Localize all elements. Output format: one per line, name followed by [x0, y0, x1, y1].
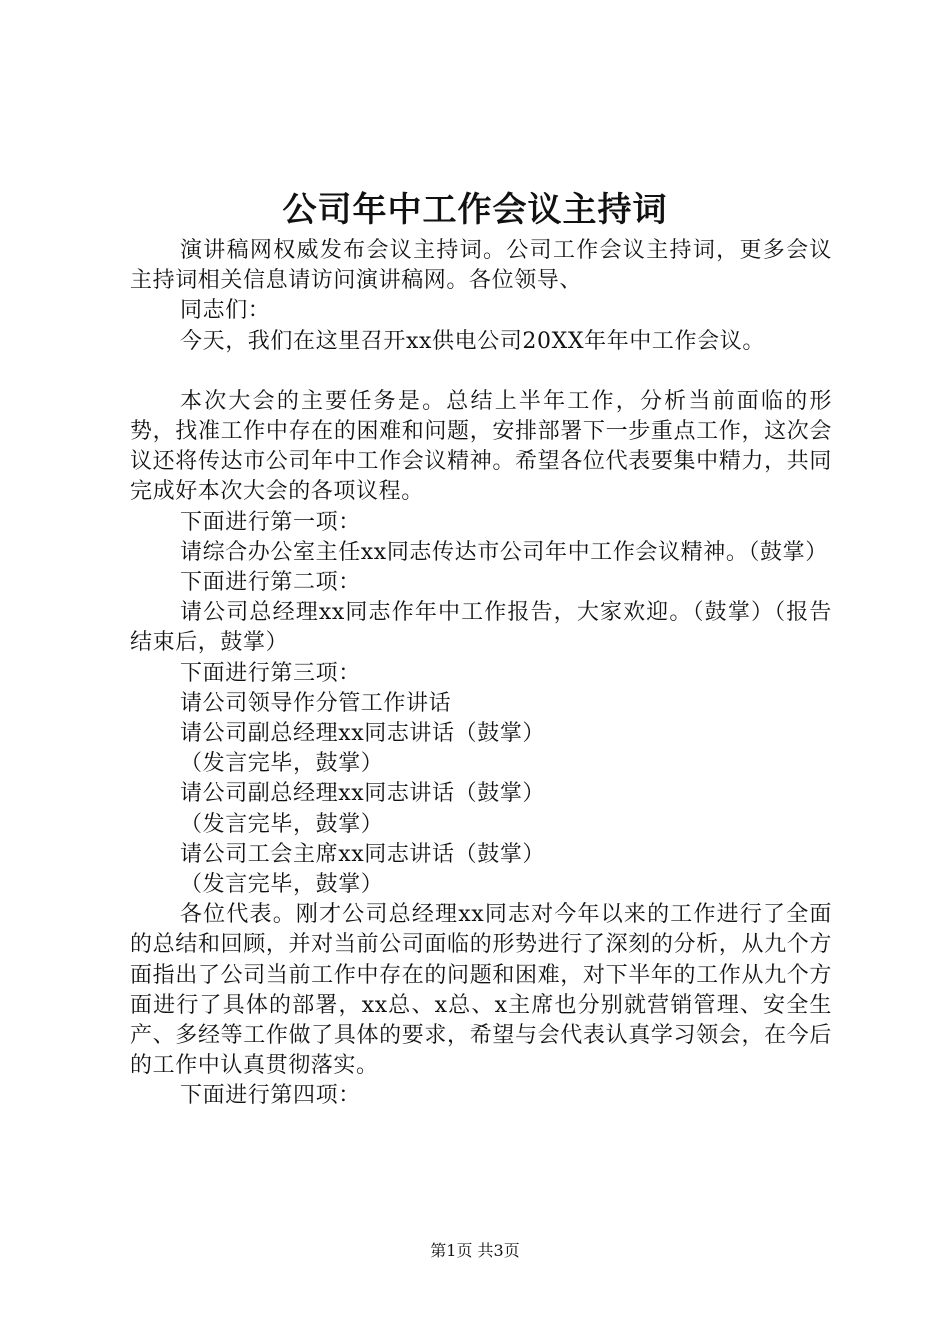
- paragraph-item-two: 下面进行第二项：: [180, 570, 361, 596]
- paragraph-summary: 各位代表。刚才公司总经理xx同志对今年以来的工作进行了全面的总结和回顾，并对当前公司面临的形势进行了深刻的分析，从九个方面指出了公司当前工作中存在的问题和困难，对下半年的工作从九个方面进行了具体的部署，xx总、x总、x主席也分别就营销管理、安全生产、多经等工作做了具体的要求，希望与会代表认真学习领会，在今后的工作中认真贯彻落实。: [130, 902, 832, 1079]
- page-number-footer: 第1页 共3页: [430, 1241, 520, 1260]
- paragraph-applause-2: （发言完毕，鼓掌）: [180, 811, 384, 837]
- document-body: [130, 236, 832, 1112]
- paragraph-main-tasks: 本次大会的主要任务是。总结上半年工作，分析当前面临的形势，找准工作中存在的困难和问题，安排部署下一步重点工作，这次会议还将传达市公司年中工作会议精神。希望各位代表要集中精力，共同完成好本次大会的各项议程。: [130, 388, 832, 505]
- paragraph-item-two-detail: 请公司总经理xx同志作年中工作报告，大家欢迎。（鼓掌）（报告结束后，鼓掌）: [130, 600, 832, 656]
- paragraph-speaker-1: 请公司副总经理xx同志讲话（鼓掌）: [180, 721, 546, 747]
- paragraph-item-three-intro: 请公司领导作分管工作讲话: [180, 690, 452, 716]
- paragraph-opening: 今天，我们在这里召开xx供电公司20XX年年中工作会议。: [180, 328, 765, 354]
- paragraph-item-four: 下面进行第四项：: [180, 1083, 361, 1109]
- paragraph-item-one: 下面进行第一项：: [180, 509, 361, 535]
- paragraph-speaker-2: 请公司副总经理xx同志讲话（鼓掌）: [180, 781, 546, 807]
- document-title: 公司年中工作会议主持词: [282, 190, 668, 230]
- paragraph-intro: 演讲稿网权威发布会议主持词。公司工作会议主持词，更多会议主持词相关信息请访问演讲稿网。各位领导、: [130, 238, 832, 294]
- paragraph-speaker-3: 请公司工会主席xx同志讲话（鼓掌）: [180, 841, 546, 867]
- paragraph-salutation: 同志们：: [180, 298, 271, 324]
- paragraph-applause-1: （发言完毕，鼓掌）: [180, 751, 384, 777]
- paragraph-item-one-detail: 请综合办公室主任xx同志传达市公司年中工作会议精神。（鼓掌）: [180, 539, 828, 565]
- paragraph-applause-3: （发言完毕，鼓掌）: [180, 872, 384, 898]
- paragraph-item-three: 下面进行第三项：: [180, 660, 361, 686]
